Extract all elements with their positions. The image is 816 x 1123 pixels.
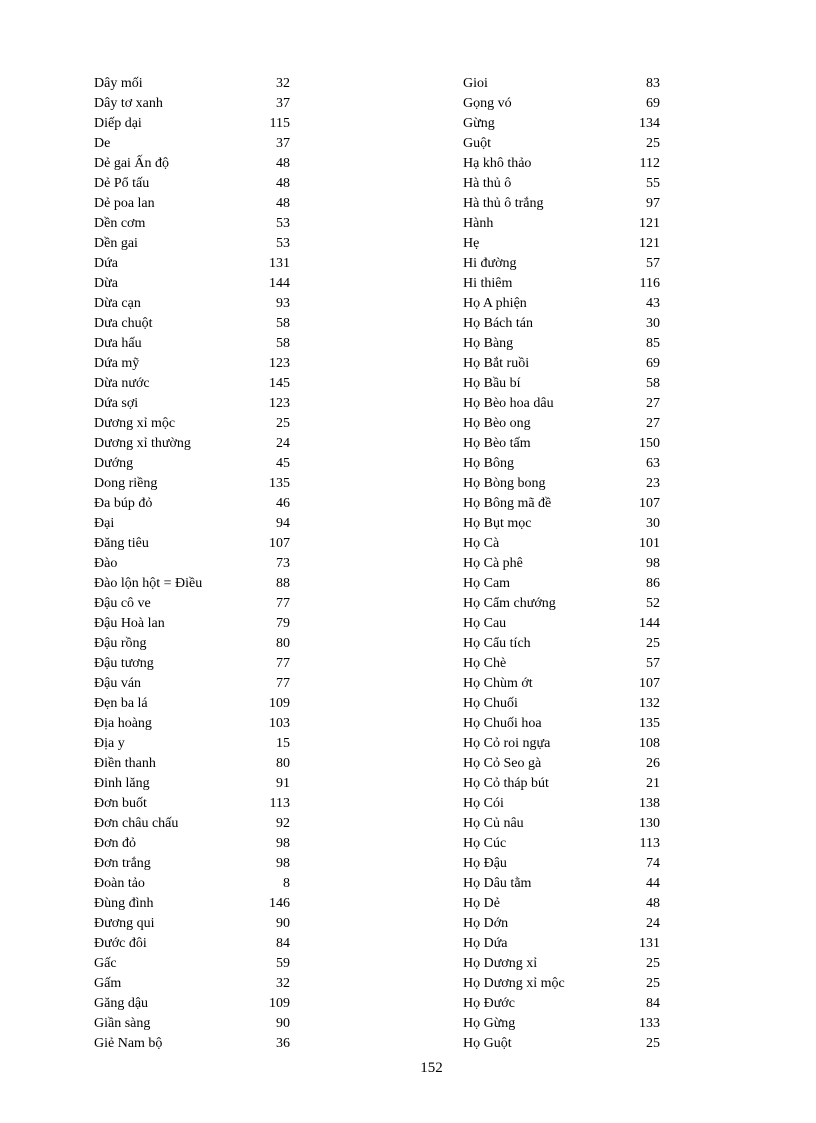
index-entry (463, 874, 660, 894)
index-term: Họ Bầu bí (463, 376, 521, 391)
index-entry (94, 454, 290, 474)
index-page-ref: 94 (276, 516, 290, 531)
index-term: Đơn buốt (94, 796, 147, 811)
index-entry (94, 494, 290, 514)
index-term: Họ Bắt ruồi (463, 356, 530, 371)
index-entry (463, 434, 660, 454)
index-page-ref: 116 (639, 276, 660, 291)
index-term: Đơn đỏ (94, 836, 137, 851)
index-term: Họ Gừng (463, 1016, 516, 1031)
index-term: Họ Cúc (463, 836, 507, 851)
index-term: Đăng tiêu (94, 536, 149, 551)
index-page-ref: 121 (639, 236, 660, 251)
index-term: Họ Cam (463, 576, 511, 591)
index-term: Đậu ván (94, 676, 142, 691)
index-page-ref: 23 (646, 476, 660, 491)
index-term: Dừa nước (94, 376, 150, 391)
index-entry (94, 394, 290, 414)
index-page-ref: 25 (646, 956, 660, 971)
index-page-ref: 57 (646, 256, 660, 271)
index-page-ref: 77 (276, 656, 290, 671)
index-term: Họ Bèo ong (463, 416, 531, 431)
index-entry (463, 554, 660, 574)
index-page-ref: 92 (276, 816, 290, 831)
index-page-ref: 93 (276, 296, 290, 311)
index-entry (463, 494, 660, 514)
index-page-ref: 121 (639, 216, 660, 231)
index-page-ref: 77 (276, 596, 290, 611)
index-entry (94, 174, 290, 194)
index-page-ref: 25 (646, 1036, 660, 1051)
index-term: Dương xỉ thường (94, 436, 191, 451)
index-entry (463, 214, 660, 234)
index-term: Họ Cẩm chướng (463, 596, 556, 611)
index-page-ref: 36 (276, 1036, 290, 1051)
index-term: Họ Bòng bong (463, 476, 546, 491)
index-page-ref: 85 (646, 336, 660, 351)
index-entry (94, 854, 290, 874)
index-entry (94, 514, 290, 534)
index-entry (463, 674, 660, 694)
index-page-ref: 132 (639, 696, 660, 711)
index-page-ref: 83 (646, 76, 660, 91)
index-term: Họ Chè (463, 656, 507, 671)
index-entry (463, 954, 660, 974)
index-entry (463, 934, 660, 954)
index-page-ref: 69 (646, 356, 660, 371)
index-entry (94, 134, 290, 154)
index-entry (94, 554, 290, 574)
index-entry (94, 254, 290, 274)
index-entry (463, 194, 660, 214)
index-term: Họ Chuối (463, 696, 518, 711)
index-term: Đương qui (94, 916, 155, 931)
index-term: Đậu tương (94, 656, 154, 671)
index-term: Họ Dương xỉ (463, 956, 538, 971)
index-entry (463, 654, 660, 674)
index-term: Họ Cà phê (463, 556, 523, 571)
index-page-ref: 45 (276, 456, 290, 471)
index-entry (463, 914, 660, 934)
index-term: Họ Cau (463, 616, 507, 631)
index-page-ref: 27 (646, 396, 660, 411)
index-page-ref: 107 (639, 676, 660, 691)
index-term: Hạ khô thảo (463, 156, 532, 171)
index-entry (463, 974, 660, 994)
index-term: Đinh lăng (94, 776, 150, 791)
index-page-ref: 97 (646, 196, 660, 211)
index-page-ref: 113 (639, 836, 660, 851)
index-entry (463, 114, 660, 134)
index-entry (463, 154, 660, 174)
index-page-ref: 144 (269, 276, 290, 291)
index-page-ref: 145 (269, 376, 290, 391)
index-term: Dây mối (94, 76, 143, 91)
index-term: Họ Dớn (463, 916, 509, 931)
index-entry (463, 1014, 660, 1034)
index-entry (463, 294, 660, 314)
index-entry (94, 374, 290, 394)
index-term: Họ Bèo hoa dâu (463, 396, 554, 411)
index-page-ref: 109 (269, 996, 290, 1011)
index-page-ref: 80 (276, 636, 290, 651)
index-page-ref: 30 (646, 516, 660, 531)
index-term: Đoàn tảo (94, 876, 145, 891)
index-entry (94, 414, 290, 434)
index-page-ref: 58 (276, 316, 290, 331)
index-entry (463, 734, 660, 754)
index-entry (94, 774, 290, 794)
index-term: Họ Bông (463, 456, 514, 471)
index-term: Họ Bụt mọc (463, 516, 532, 531)
index-page-ref: 46 (276, 496, 290, 511)
index-term: Giẻ Nam bộ (94, 1036, 163, 1051)
index-entry (463, 334, 660, 354)
index-entry (94, 814, 290, 834)
index-term: Đại (94, 516, 115, 531)
index-page-ref: 98 (646, 556, 660, 571)
index-entry (94, 974, 290, 994)
index-page-ref: 103 (269, 716, 290, 731)
index-entry (463, 814, 660, 834)
index-term: Dẻ gai Ấn độ (94, 156, 170, 171)
index-column-left (94, 74, 290, 1054)
index-page-ref: 48 (646, 896, 660, 911)
index-entry (94, 954, 290, 974)
index-term: Đơn châu chấu (94, 816, 179, 831)
index-entry (463, 534, 660, 554)
index-term: Dừa cạn (94, 296, 141, 311)
index-entry (463, 894, 660, 914)
index-term: Đào (94, 556, 118, 571)
index-term: Họ Chuối hoa (463, 716, 542, 731)
index-entry (463, 234, 660, 254)
index-term: Dẻ poa lan (94, 196, 155, 211)
index-term: Đơn trắng (94, 856, 151, 871)
index-term: Đẹn ba lá (94, 696, 148, 711)
index-page-ref: 113 (269, 796, 290, 811)
index-page-ref: 109 (269, 696, 290, 711)
page-number: 152 (420, 1060, 443, 1076)
index-page-ref: 98 (276, 856, 290, 871)
index-page-ref: 58 (646, 376, 660, 391)
index-entry (94, 314, 290, 334)
index-entry (463, 854, 660, 874)
index-entry (94, 734, 290, 754)
index-term: Họ Guột (463, 1036, 512, 1051)
index-entry (94, 534, 290, 554)
index-entry (94, 1014, 290, 1034)
index-page-ref: 15 (276, 736, 290, 751)
index-page-ref: 21 (646, 776, 660, 791)
index-page-ref: 150 (639, 436, 660, 451)
index-page-ref: 8 (283, 876, 290, 891)
index-term: Điền thanh (94, 756, 156, 771)
index-entry (94, 714, 290, 734)
index-entry (94, 934, 290, 954)
index-page-ref: 131 (639, 936, 660, 951)
index-entry (463, 134, 660, 154)
index-term: Đậu Hoà lan (94, 616, 165, 631)
index-page-ref: 108 (639, 736, 660, 751)
index-entry (463, 794, 660, 814)
index-entry (463, 374, 660, 394)
index-entry (94, 614, 290, 634)
index-entry (463, 414, 660, 434)
index-page-ref: 79 (276, 616, 290, 631)
index-page-ref: 131 (269, 256, 290, 271)
index-entry (94, 114, 290, 134)
index-entry (463, 394, 660, 414)
index-term: Họ Bèo tấm (463, 436, 531, 451)
index-page-ref: 57 (646, 656, 660, 671)
index-page-ref: 115 (269, 116, 290, 131)
index-entry (94, 334, 290, 354)
index-page-ref: 48 (276, 196, 290, 211)
index-term: Họ Củ nâu (463, 816, 524, 831)
index-entry (463, 774, 660, 794)
index-page-ref: 52 (646, 596, 660, 611)
index-page-ref: 84 (276, 936, 290, 951)
index-entry (463, 254, 660, 274)
index-page-ref: 32 (276, 976, 290, 991)
index-page-ref: 86 (646, 576, 660, 591)
index-entry (463, 474, 660, 494)
index-term: Họ Chùm ớt (463, 676, 533, 691)
index-entry (94, 1034, 290, 1054)
index-entry (463, 274, 660, 294)
index-entry (94, 654, 290, 674)
index-page-ref: 25 (646, 976, 660, 991)
index-entry (463, 454, 660, 474)
index-term: Họ Dâu tằm (463, 876, 532, 891)
index-term: Đậu cô ve (94, 596, 151, 611)
index-page-ref: 98 (276, 836, 290, 851)
index-term: Găng dậu (94, 996, 149, 1011)
index-page-ref: 48 (276, 176, 290, 191)
index-entry (463, 994, 660, 1014)
index-entry (94, 154, 290, 174)
index-entry (463, 594, 660, 614)
index-term: Hi đường (463, 256, 517, 271)
index-term: Dẻ Pổ tấu (94, 176, 150, 191)
index-entry (94, 834, 290, 854)
index-page-ref: 53 (276, 236, 290, 251)
index-term: Gọng vó (463, 96, 512, 111)
index-page-ref: 74 (646, 856, 660, 871)
index-page-ref: 25 (646, 636, 660, 651)
index-page-ref: 77 (276, 676, 290, 691)
index-entry (463, 754, 660, 774)
index-page-ref: 69 (646, 96, 660, 111)
index-entry (463, 74, 660, 94)
index-term: Họ Bàng (463, 336, 514, 351)
index-page-ref: 146 (269, 896, 290, 911)
index-entry (463, 174, 660, 194)
index-entry (94, 694, 290, 714)
index-page-ref: 27 (646, 416, 660, 431)
index-entry (94, 94, 290, 114)
index-term: Dứa mỹ (94, 356, 140, 371)
index-term: Họ Cà (463, 536, 500, 551)
index-entry (94, 634, 290, 654)
index-term: Họ Cói (463, 796, 504, 811)
index-term: Dưa hấu (94, 336, 142, 351)
index-page-ref: 138 (639, 796, 660, 811)
index-page-ref: 37 (276, 136, 290, 151)
index-term: Dương xỉ mộc (94, 416, 176, 431)
index-page-ref: 123 (269, 396, 290, 411)
index-page-ref: 37 (276, 96, 290, 111)
index-term: Hi thiêm (463, 276, 513, 291)
index-entry (463, 634, 660, 654)
index-page-ref: 25 (276, 416, 290, 431)
index-term: Dướng (94, 456, 134, 471)
index-page-ref: 63 (646, 456, 660, 471)
index-term: Địa hoàng (94, 716, 152, 731)
index-page-ref: 48 (276, 156, 290, 171)
index-entry (94, 74, 290, 94)
index-page-ref: 24 (276, 436, 290, 451)
index-term: Dứa sợi (94, 396, 139, 411)
index-term: Gừng (463, 116, 495, 131)
index-page-ref: 130 (639, 816, 660, 831)
index-page-ref: 123 (269, 356, 290, 371)
index-page-ref: 144 (639, 616, 660, 631)
index-entry (94, 234, 290, 254)
index-term: Đùng đình (94, 896, 154, 911)
index-entry (94, 994, 290, 1014)
index-page-ref: 32 (276, 76, 290, 91)
index-term: Họ Đước (463, 996, 515, 1011)
index-term: Dưa chuột (94, 316, 153, 331)
index-term: Địa y (94, 736, 125, 751)
index-term: Họ A phiện (463, 296, 527, 311)
index-term: Đậu rồng (94, 636, 147, 651)
index-entry (94, 794, 290, 814)
index-entry (94, 214, 290, 234)
index-term: Dền gai (94, 236, 138, 251)
index-page-ref: 88 (276, 576, 290, 591)
index-entry (94, 894, 290, 914)
index-entry (94, 874, 290, 894)
index-term: Gấm (94, 976, 122, 991)
index-entry (463, 514, 660, 534)
index-entry (463, 694, 660, 714)
index-page-ref: 107 (269, 536, 290, 551)
index-entry (94, 354, 290, 374)
index-column-right (463, 74, 660, 1054)
index-term: Họ Dứa (463, 936, 508, 951)
index-entry (463, 834, 660, 854)
index-entry (463, 1034, 660, 1054)
index-page-ref: 80 (276, 756, 290, 771)
index-page-ref: 112 (639, 156, 660, 171)
index-entry (94, 574, 290, 594)
index-page-ref: 44 (646, 876, 660, 891)
index-term: Họ Cỏ roi ngựa (463, 736, 551, 751)
index-page-ref: 25 (646, 136, 660, 151)
index-entry (94, 674, 290, 694)
index-entry (94, 274, 290, 294)
index-entry (94, 294, 290, 314)
index-page-ref: 55 (646, 176, 660, 191)
index-page-ref: 91 (276, 776, 290, 791)
index-term: Đa búp đỏ (94, 496, 153, 511)
index-term: Đước đôi (94, 936, 147, 951)
index-page-ref: 133 (639, 1016, 660, 1031)
index-page-ref: 135 (639, 716, 660, 731)
index-page-ref: 30 (646, 316, 660, 331)
index-term: Dong riềng (94, 476, 158, 491)
index-term: Hà thủ ô (463, 176, 512, 191)
index-term: Giần sàng (94, 1016, 151, 1031)
index-entry (94, 914, 290, 934)
index-term: Họ Bách tán (463, 316, 533, 331)
index-term: Hà thủ ô trắng (463, 196, 544, 211)
index-term: Đào lộn hột = Điều (94, 576, 203, 591)
index-page-ref: 53 (276, 216, 290, 231)
index-page-ref: 24 (646, 916, 660, 931)
index-term: Gioi (463, 76, 488, 91)
index-entry (463, 714, 660, 734)
index-entry (463, 614, 660, 634)
index-page-ref: 101 (639, 536, 660, 551)
index-page-ref: 84 (646, 996, 660, 1011)
index-entry (463, 574, 660, 594)
index-entry (94, 194, 290, 214)
index-page-ref: 26 (646, 756, 660, 771)
index-term: Họ Bông mã đề (463, 496, 552, 511)
index-entry (94, 434, 290, 454)
index-term: Hành (463, 216, 494, 231)
index-term: De (94, 136, 111, 151)
index-term: Dây tơ xanh (94, 96, 163, 111)
index-term: Hẹ (463, 236, 480, 251)
index-entry (463, 314, 660, 334)
index-entry (94, 594, 290, 614)
index-term: Diếp dại (94, 116, 142, 131)
index-term: Họ Dương xỉ mộc (463, 976, 565, 991)
index-term: Họ Cỏ tháp bút (463, 776, 549, 791)
index-term: Họ Dẻ (463, 896, 500, 911)
index-entry (463, 354, 660, 374)
index-term: Dền cơm (94, 216, 146, 231)
index-page-ref: 73 (276, 556, 290, 571)
index-entry (94, 474, 290, 494)
index-page-ref: 58 (276, 336, 290, 351)
index-page-ref: 43 (646, 296, 660, 311)
index-page-ref: 107 (639, 496, 660, 511)
index-page-ref: 134 (639, 116, 660, 131)
index-term: Họ Cỏ Seo gà (463, 756, 542, 771)
index-entry (94, 754, 290, 774)
index-term: Gấc (94, 956, 117, 971)
index-term: Dứa (94, 256, 118, 271)
index-page-ref: 59 (276, 956, 290, 971)
index-page-ref: 90 (276, 916, 290, 931)
index-term: Guột (463, 136, 491, 151)
index-term: Họ Đậu (463, 856, 507, 871)
index-page-ref: 135 (269, 476, 290, 491)
index-entry (463, 94, 660, 114)
index-page-ref: 90 (276, 1016, 290, 1031)
index-term: Họ Cẩu tích (463, 636, 531, 651)
index-term: Dừa (94, 276, 118, 291)
